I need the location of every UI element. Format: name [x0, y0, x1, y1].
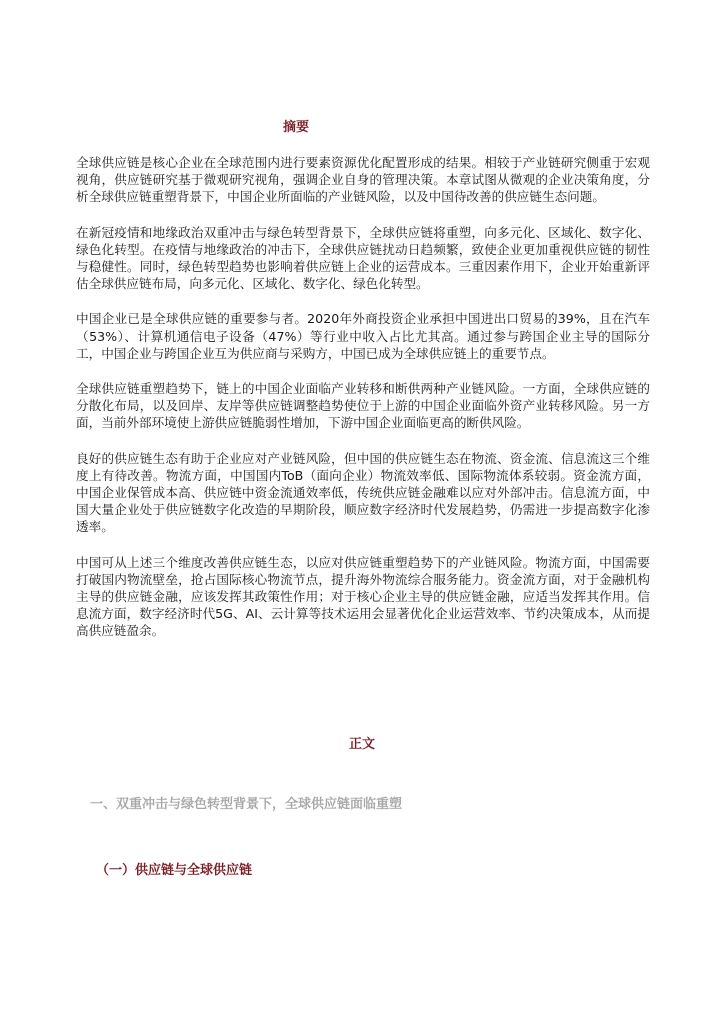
- abstract-paragraph: 全球供应链重塑趋势下，链上的中国企业面临产业转移和断供两种产业链风险。一方面，全球供应链的分散化布局，以及回岸、友岸等供应链调整趋势使位于上游的中国企业面临外资产业转移风险。另一方面，当前外部环境使上游供应链脆弱性增加，下游中国企业面临更高的断供风险。: [76, 381, 650, 431]
- abstract-heading: 摘要: [282, 120, 309, 135]
- abstract-paragraph: 在新冠疫情和地缘政治双重冲击与绿色转型背景下，全球供应链将重塑，向多元化、区域化、数字化、绿色化转型。在疫情与地缘政治的冲击下，全球供应链扰动日趋频繁，致使企业更加重视供应链的韧性与稳健性。同时，绿色转型趋势也影响着供应链上企业的运营成本。三重因素作用下，企业开始重新评估全球供应链布局，向多元化、区域化、数字化、绿色化转型。: [76, 224, 650, 292]
- body-heading: 正文: [348, 737, 375, 752]
- abstract-paragraph: 中国企业已是全球供应链的重要参与者。2020年外商投资企业承担中国进出口贸易的39%，且在汽车（53%）、计算机通信电子设备（47%）等行业中收入占比尤其高。通过参与跨国企业主导的国际分工，中国企业与跨国企业互为供应商与采购方，中国已成为全球供应链上的重要节点。: [76, 311, 650, 361]
- abstract-paragraph: 良好的供应链生态有助于企业应对产业链风险，但中国的供应链生态在物流、资金流、信息流这三个维度上有待改善。物流方面，中国国内ToB（面向企业）物流效率低、国际物流体系较弱。资金流方面，中国企业保管成本高、供应链中资金流通效率低，传统供应链金融难以应对外部冲击。信息流方面，中国大量企业处于供应链数字化改造的早期阶段，顺应数字经济时代发展趋势，仍需进一步提高数字化渗透率。: [76, 450, 650, 535]
- section-heading: 一、双重冲击与绿色转型背景下，全球供应链面临重塑: [90, 797, 403, 812]
- subsection-heading: （一）供应链与全球供应链: [96, 863, 253, 878]
- abstract-paragraph: 全球供应链是核心企业在全球范围内进行要素资源优化配置形成的结果。相较于产业链研究侧重于宏观视角，供应链研究基于微观研究视角，强调企业自身的管理决策。本章试图从微观的企业决策角度，分析全球供应链重塑背景下，中国企业所面临的产业链风险，以及中国待改善的供应链生态问题。: [76, 155, 650, 205]
- abstract-body: [76, 154, 650, 658]
- abstract-paragraph: 中国可从上述三个维度改善供应链生态，以应对供应链重塑趋势下的产业链风险。物流方面，中国需要打破国内物流壁垒，抢占国际核心物流节点，提升海外物流综合服务能力。资金流方面，对于金融机构主导的供应链金融，应该发挥其政策性作用；对于核心企业主导的供应链金融，应适当发挥其作用。信息流方面，数字经济时代5G、AI、云计算等技术运用会显著优化企业运营效率、节约决策成本，从而提高供应链盈余。: [76, 554, 650, 639]
